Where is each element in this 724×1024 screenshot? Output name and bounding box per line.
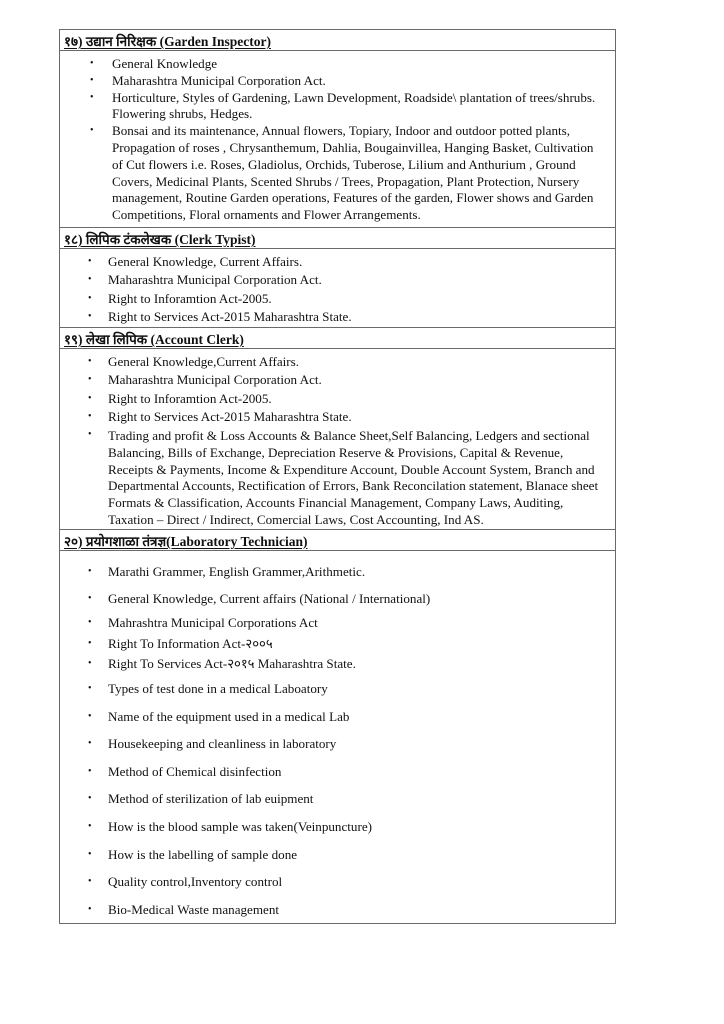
list-item: • Maharashtra Municipal Corporation Act. [60,73,615,90]
list-item: • Right to Inforamtion Act-2005. [60,290,615,309]
list-item: • How is the blood sample was taken(Veinpuncture) [60,813,615,841]
list-item: • Trading and profit & Loss Accounts & Balance Sheet,Self Balancing, Ledgers and sectional Balancing, Bills of Exchange, Depreciation Reserve & Provisions, Capital & Revenue, Receipts & Payments, Income & Expenditure Account, Double Account System, Branch and Departmental Accounts, Rectification of Errors, Bank Reconcilation statement, Blanace sheet Formats & Classification, Accounts Financial Management, Company Laws, Auditing, Taxation – Direct / Indirect, Comercial Laws, Cost Accounting, Ind AS. [60,427,615,529]
list-item: • Maharashtra Municipal Corporation Act. [60,371,615,390]
list-item: • Housekeeping and cleanliness in laboratory [60,730,615,758]
list-item: • Method of Chemical disinfection [60,758,615,786]
topic-list [60,558,615,924]
section-title: १९) लेखा लिपिक (Account Clerk) [64,331,244,347]
section-laboratory-technician [60,551,615,924]
list-item: • Right To Information Act-२००५ [60,634,615,655]
list-item: • Bio-Medical Waste management [60,896,615,924]
list-item: • Name of the equipment used in a medical Lab [60,703,615,731]
list-item: • How is the labelling of sample done [60,841,615,869]
section-title: २०) प्रयोगशाळा तंत्रज्ञ(Laboratory Technician) [64,533,308,549]
topic-list [60,56,615,224]
list-item: • General Knowledge, Current Affairs. [60,253,615,272]
list-item: • General Knowledge [60,56,615,73]
topic-list [60,353,615,529]
list-item: • General Knowledge,Current Affairs. [60,353,615,372]
section-title: १८) लिपिक टंकलेखक (Clerk Typist) [64,231,256,247]
list-item: • Right To Services Act-२०१५ Maharashtra State. [60,654,615,675]
list-item: • Right to Services Act-2015 Maharashtra State. [60,408,615,427]
list-item: • Maharashtra Municipal Corporation Act. [60,271,615,290]
list-item: • Quality control,Inventory control [60,868,615,896]
list-item: • General Knowledge, Current affairs (National / International) [60,585,615,613]
syllabus-table [59,29,616,924]
section-title: १७) उद्यान निरिक्षक (Garden Inspector) [64,34,271,49]
list-item: • Bonsai and its maintenance, Annual flowers, Topiary, Indoor and outdoor potted plants, Propagation of roses , Chrysanthemum, Dahlia, Bougainvillea, Hanging Basket, Cultivation of Cut flowers i.e. Roses, Gladiolus, Orchids, Tuberose, Lilium and Anthurium , Ground Covers, Medicinal Plants, Scented Shrubs / Trees, Propagation, Plant Protection, Nursery management, Routine Garden operations, Features of the garden, Flower shows and Garden Competitions, Floral ornaments and Flower Arrangements. [60,123,615,224]
section-heading-garden-inspector [60,30,615,51]
section-clerk-typist [60,249,615,328]
topic-list [60,253,615,327]
list-item: • Mahrashtra Municipal Corporations Act [60,613,615,634]
list-item: • Horticulture, Styles of Gardening, Lawn Development, Roadside\ plantation of trees/shrubs. Flowering shrubs, Hedges. [60,90,615,124]
section-heading-laboratory-technician [60,530,615,551]
section-garden-inspector [60,51,615,228]
list-item: • Types of test done in a medical Laboatory [60,675,615,703]
list-item: • Right to Inforamtion Act-2005. [60,390,615,409]
list-item: • Right to Services Act-2015 Maharashtra State. [60,308,615,327]
section-account-clerk [60,349,615,530]
section-heading-account-clerk [60,328,615,349]
list-item: • Marathi Grammer, English Grammer,Arithmetic. [60,558,615,586]
list-item: • Method of sterilization of lab euipment [60,785,615,813]
section-heading-clerk-typist [60,228,615,249]
